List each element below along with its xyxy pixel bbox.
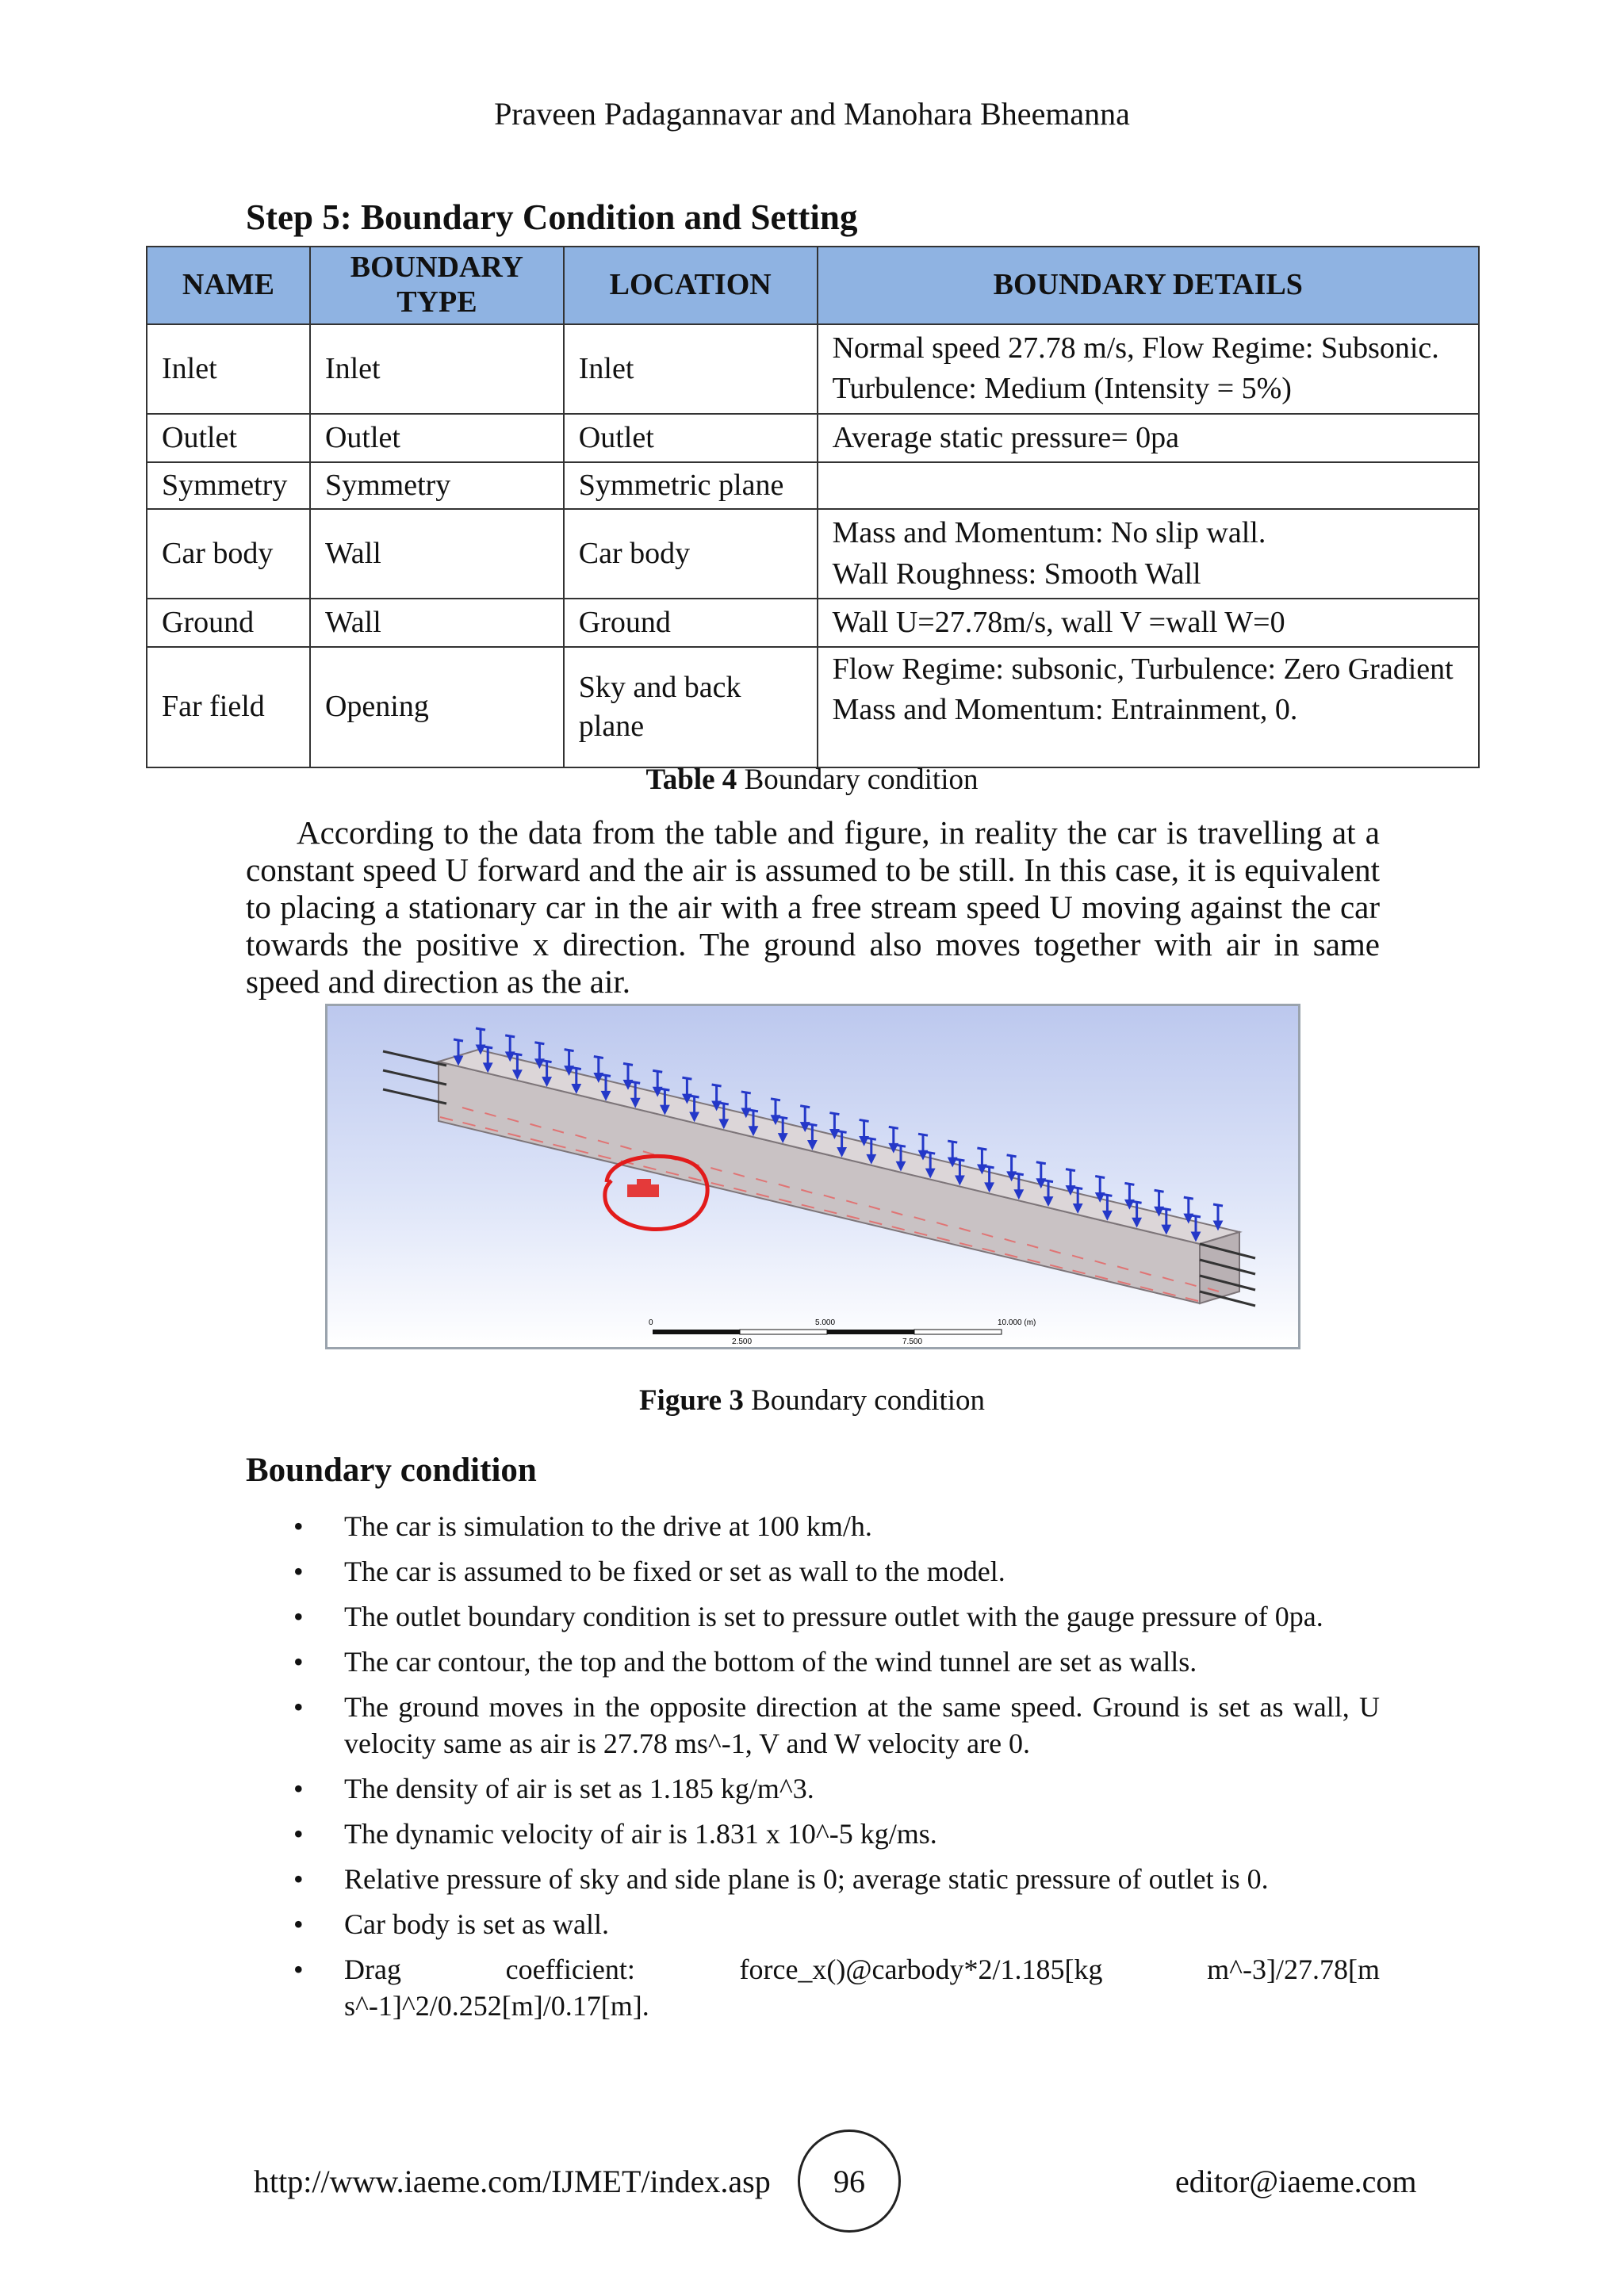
opening-arrow-tick [948, 1141, 957, 1142]
cell-location: Car body [564, 509, 818, 599]
cell-details [818, 414, 1479, 462]
opening-arrow-tick [1036, 1162, 1046, 1164]
figure-caption-text: Boundary condition [743, 1384, 986, 1417]
cell-type: Opening [310, 647, 564, 767]
opening-arrow-tick [623, 1063, 633, 1065]
table-row [147, 324, 1479, 414]
scale-label: 5.000 [815, 1318, 836, 1327]
detail-line: Normal speed 27.78 m/s, Flow Regime: Subsonic. [832, 331, 1439, 365]
footer-url-link[interactable]: http://www.iaeme.com/IJMET/index.asp [254, 2164, 771, 2199]
figure-caption [0, 1383, 1624, 1418]
subsection-title: Boundary condition [246, 1452, 537, 1489]
car-body [627, 1184, 659, 1197]
figure-graphic [327, 1006, 1298, 1347]
cell-details [818, 509, 1479, 599]
cell-details [818, 647, 1479, 767]
cell-type: Outlet [310, 414, 564, 462]
list-item: • The ground moves in the opposite direction at the same speed. Ground is set as wall, U velocity same as air is 27.78 ms^-1, V and W velocity are 0. [246, 1689, 1380, 1762]
cell-type: Symmetry [310, 462, 564, 509]
detail-line: Flow Regime: subsonic, Turbulence: Zero Gradient [832, 652, 1454, 687]
opening-arrow-tick [653, 1070, 662, 1072]
opening-arrow-tick [771, 1099, 780, 1100]
list-item: • Car body is set as wall. [246, 1906, 1380, 1942]
opening-arrow-tick [800, 1106, 810, 1108]
scale-label: 7.500 [902, 1337, 923, 1346]
list-item: • Drag coefficient: force_x()@carbody*2/1.185[kg m^-3]/27.78[m s^-1]^2/0.252[m]/0.17[m]. [246, 1951, 1380, 2024]
opening-arrow-tick [889, 1127, 898, 1128]
list-item: • The density of air is set as 1.185 kg/m^3. [246, 1770, 1380, 1807]
cell-name: Outlet [147, 414, 310, 462]
table-row [147, 414, 1479, 462]
opening-arrow-tick [860, 1119, 869, 1121]
list-item: • Relative pressure of sky and side plane is 0; average static pressure of outlet is 0. [246, 1861, 1380, 1897]
body-paragraph: According to the data from the table and figure, in reality the car is travelling at a constant speed U forward and the air is assumed to be still. In this case, it is equivalent to placing a stationary car in the air with a free stream speed U moving against the car towards the positive x direction. The ground also moves together with air in same speed and direction as the air. [246, 814, 1380, 1000]
opening-arrow-tick [594, 1057, 603, 1058]
cell-name: Ground [147, 599, 310, 647]
cell-type: Wall [310, 599, 564, 647]
cell-location: Sky and back plane [564, 647, 818, 767]
scale-label: 2.500 [732, 1337, 753, 1346]
list-item: • The outlet boundary condition is set to pressure outlet with the gauge pressure of 0pa. [246, 1598, 1380, 1635]
cell-type: Wall [310, 509, 564, 599]
opening-arrow-tick [977, 1148, 986, 1150]
list-item: • The car is simulation to the drive at 100 km/h. [246, 1508, 1380, 1544]
boundary-condition-figure [325, 1004, 1300, 1349]
opening-arrow-tick [1095, 1176, 1105, 1177]
table-caption [0, 763, 1624, 797]
detail-line: Wall Roughness: Smooth Wall [832, 557, 1201, 591]
scale-bar [653, 1330, 1002, 1334]
table-caption-label: Table 4 [645, 763, 737, 796]
column-header: BOUNDARY TYPE [310, 247, 564, 324]
figure-caption-label: Figure 3 [638, 1384, 744, 1417]
scale-label: 0 [649, 1318, 653, 1327]
opening-arrow-tick [1124, 1183, 1134, 1184]
cell-name: Car body [147, 509, 310, 599]
detail-line: Wall U=27.78m/s, wall V =wall W=0 [832, 605, 1285, 639]
opening-arrow-tick [565, 1050, 574, 1051]
page-number: 96 [798, 2130, 901, 2233]
table-row [147, 599, 1479, 647]
cell-location: Inlet [564, 324, 818, 414]
detail-line: Average static pressure= 0pa [832, 420, 1180, 454]
list-item: • The car contour, the top and the bottom of the wind tunnel are set as walls. [246, 1644, 1380, 1680]
opening-arrow-tick [1066, 1169, 1075, 1171]
cell-details [818, 462, 1479, 509]
footer-email-link[interactable]: editor@iaeme.com [1175, 2164, 1417, 2199]
cell-details [818, 324, 1479, 414]
opening-arrow-tick [682, 1077, 691, 1079]
list-item: • The dynamic velocity of air is 1.831 x 10^-5 kg/ms. [246, 1816, 1380, 1852]
car-cabin [637, 1179, 651, 1186]
table-row [147, 462, 1479, 509]
column-header: BOUNDARY DETAILS [818, 247, 1479, 324]
detail-line: Turbulence: Medium (Intensity = 5%) [832, 372, 1292, 406]
column-header: LOCATION [564, 247, 818, 324]
cell-location: Symmetric plane [564, 462, 818, 509]
bullet-list [246, 1508, 1380, 2033]
running-header: Praveen Padagannavar and Manohara Bheemanna [494, 96, 1130, 132]
opening-arrow-tick [829, 1113, 839, 1115]
opening-arrow-tick [1213, 1204, 1223, 1206]
cell-name: Symmetry [147, 462, 310, 509]
table-caption-text: Boundary condition [737, 763, 979, 796]
cell-details [818, 599, 1479, 647]
opening-arrow-tick [1184, 1197, 1193, 1199]
cell-location: Outlet [564, 414, 818, 462]
table-row [147, 509, 1479, 599]
cell-name: Far field [147, 647, 310, 767]
opening-arrow-tick [918, 1134, 928, 1135]
list-item: • The car is assumed to be fixed or set as wall to the model. [246, 1553, 1380, 1590]
cell-type: Inlet [310, 324, 564, 414]
cell-name: Inlet [147, 324, 310, 414]
opening-arrow-tick [1155, 1190, 1164, 1192]
opening-arrow-tick [741, 1092, 751, 1093]
opening-arrow-tick [534, 1043, 544, 1044]
opening-arrow-tick [476, 1028, 485, 1030]
opening-arrow-tick [712, 1085, 722, 1086]
opening-arrow-tick [1007, 1155, 1017, 1157]
cell-location: Ground [564, 599, 818, 647]
detail-line: Mass and Momentum: Entrainment, 0. [832, 693, 1298, 727]
opening-arrow-tick [454, 1039, 463, 1041]
boundary-condition-table [146, 246, 1480, 768]
section-title: Step 5: Boundary Condition and Setting [246, 197, 858, 237]
scale-label: 10.000 (m) [998, 1318, 1036, 1327]
table-header-row [147, 247, 1479, 324]
column-header: NAME [147, 247, 310, 324]
detail-line: Mass and Momentum: No slip wall. [832, 516, 1266, 550]
table-row [147, 647, 1479, 767]
opening-arrow-tick [505, 1035, 515, 1037]
